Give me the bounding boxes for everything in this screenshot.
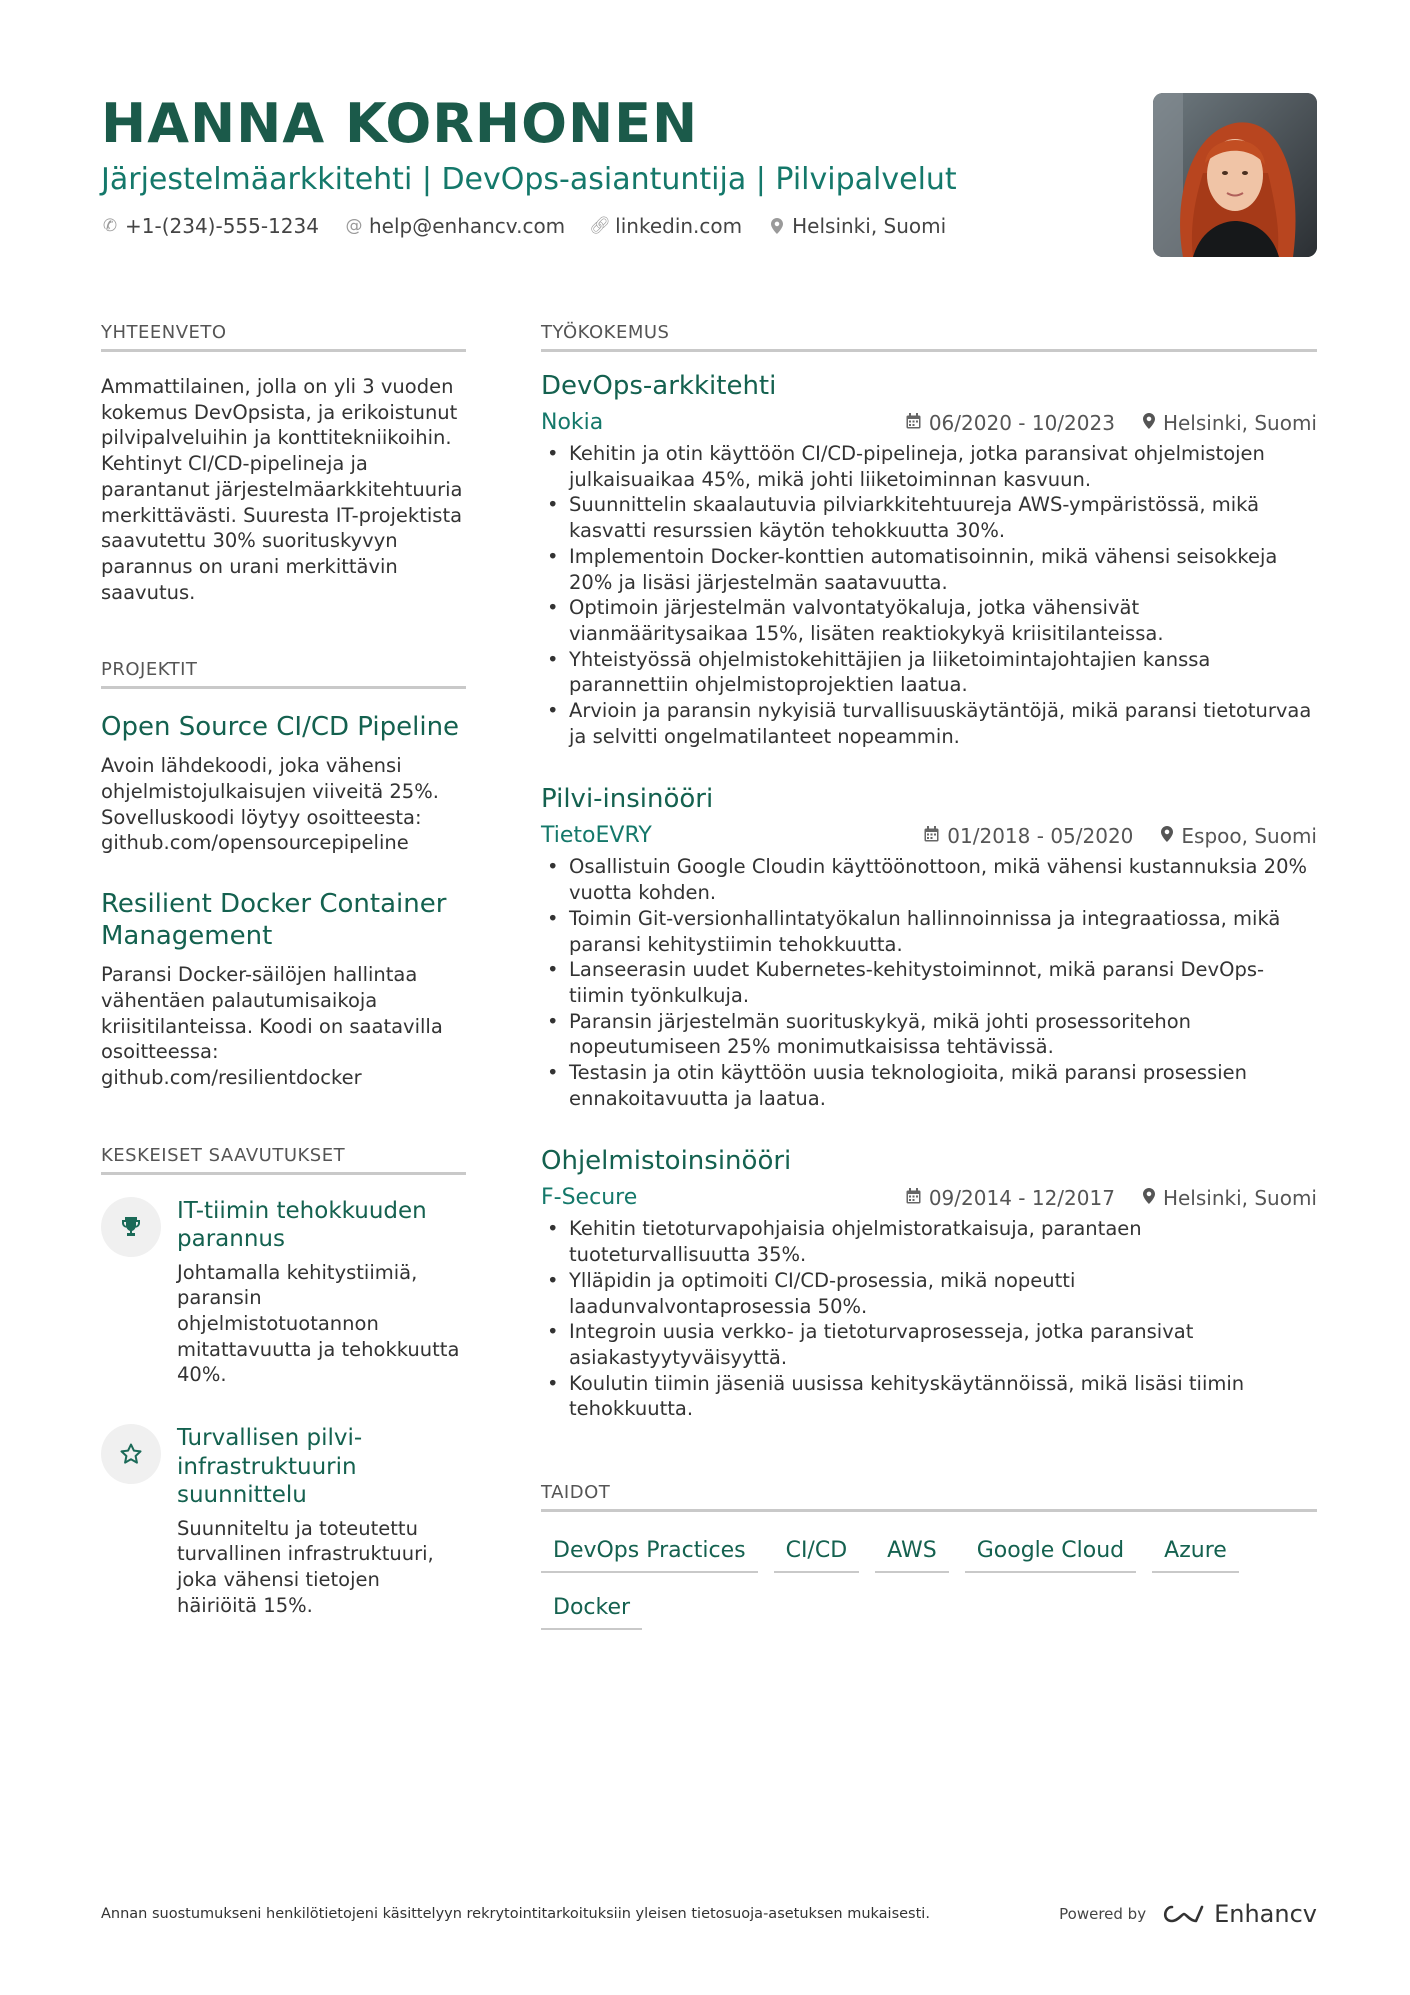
phone-text: +1-(234)-555-1234 [125,214,319,238]
project-item [101,711,466,856]
enhancv-logo-mark [1160,1903,1206,1925]
job-bullet: • Paransin järjestelmän suorituskykyä, mikä johti prosessoritehon nopeutumiseen 25% monimutkaisissa tehtävissä. [541,1009,1317,1060]
skill-tag: Docker [541,1589,642,1630]
location-text: Helsinki, Suomi [792,214,947,238]
contact-location [768,214,946,238]
project-title: Resilient Docker Container Management [101,889,447,952]
job-meta-right [924,824,1317,848]
project-title: Open Source CI/CD Pipeline [101,712,460,743]
job-bullet: • Kehitin ja otin käyttöön CI/CD-pipelineja, jotka paransivat ohjelmistojen julkaisuaikaa 45%, mikä johti liiketoiminnan kasvuun. [541,441,1317,492]
job-title: Pilvi-insinööri [541,784,714,815]
summary-text: Ammattilainen, jolla on yli 3 vuoden kokemus DevOpsista, ja erikoistunut pilvipalveluihin ja konttitekniikoihin. Kehtinyt CI/CD-pipelineja ja parantanut järjestelmäarkkitehtuuria merkittävästi. Suuresta IT-projektista saavutettu 30% suorituskyvyn parannus on urani merkittävin saavutus. [101,375,463,604]
link-icon: 🔗︎ [589,216,611,236]
job-bullets [541,441,1317,749]
enhancv-wordmark: Enhancv [1214,1900,1317,1928]
right-column [541,322,1317,1630]
job-bullet: • Implementoin Docker-konttien automatisoinnin, mikä vähensi seisokkeja 20% ja lisäsi järjestelmän saatavuutta. [541,544,1317,595]
contact-email[interactable] [345,214,565,238]
job-meta [541,823,1317,848]
job-meta [541,1185,1317,1210]
achievement-item [101,1197,466,1389]
powered-by-label: Powered by [1059,1905,1147,1923]
job-dates [924,824,1133,848]
job-entry [541,370,1317,749]
star-icon [101,1424,161,1484]
calendar-icon [906,413,921,433]
job-bullet: • Osallistuin Google Cloudin käyttöönottoon, mikä vähensi kustannuksia 20% vuotta kohden. [541,854,1317,905]
experience-section [541,322,1317,1422]
powered-by[interactable] [1059,1900,1317,1928]
location-pin-icon [1161,826,1173,846]
project-description: Avoin lähdekoodi, joka vähensi ohjelmistojulkaisujen viiveitä 25%. Sovelluskoodi löytyy osoitteesta: github.com/opensourcepipeline [101,754,439,855]
job-bullet: • Optimoin järjestelmän valvontatyökaluja, jotka vähensivät vianmääritysaikaa 15%, lisäten reaktiokykyä kriisitilanteissa. [541,595,1317,646]
company-name: Nokia [541,410,604,435]
email-text: help@enhancv.com [368,214,566,238]
calendar-icon [924,826,939,846]
achievement-body [177,1424,466,1618]
skill-tag: DevOps Practices [541,1532,758,1573]
job-location-text: Helsinki, Suomi [1162,1185,1317,1210]
summary-heading: YHTEENVETO [101,322,466,352]
contact-phone[interactable] [101,214,319,238]
location-pin-icon [1143,1188,1155,1208]
project-description: Paransi Docker-säilöjen hallintaa vähentäen palautumisaikoja kriisitilanteissa. Koodi on saatavilla osoitteessa: github.com/resilientdocker [101,963,443,1089]
projects-section [101,659,466,1090]
resume-header [101,92,1101,238]
job-meta [541,410,1317,435]
skills-heading: TAIDOT [541,1482,1317,1512]
achievement-description: Johtamalla kehitystiimiä, paransin ohjelmistotuotannon mitattavuutta ja tehokkuutta 40%. [177,1260,460,1387]
candidate-subtitle: Järjestelmäarkkitehti | DevOps-asiantuntija | Pilvipalvelut [101,162,957,197]
job-location [1143,411,1317,435]
candidate-name: HANNA KORHONEN [101,92,699,155]
achievement-item [101,1424,466,1618]
profile-photo [1153,93,1317,257]
project-item [101,888,466,1091]
job-bullet: • Lanseerasin uudet Kubernetes-kehitystoiminnot, mikä paransi DevOps-tiimin työnkulkuja. [541,957,1317,1008]
achievements-section [101,1145,466,1619]
skill-tag: Google Cloud [965,1532,1136,1573]
job-bullet: • Kehitin tietoturvapohjaisia ohjelmistoratkaisuja, parantaen tuoteturvallisuutta 35%. [541,1216,1317,1267]
job-bullet: • Integroin uusia verkko- ja tietoturvaprosesseja, jotka paransivat asiakastyytyväisyyttä. [541,1319,1317,1370]
phone-icon: ✆ [102,216,118,236]
skill-list [541,1532,1301,1630]
job-bullet: • Testasin ja otin käyttöön uusia teknologioita, mikä paransi prosessien ennakoitavuutta ja laatua. [541,1060,1317,1111]
job-bullet: • Arvioin ja paransin nykyisiä turvallisuuskäytäntöjä, mikä paransi tietoturvaa ja selvitti ongelmatilanteet nopeammin. [541,698,1317,749]
job-bullet: • Koulutin tiimin jäseniä uusissa kehityskäytännöissä, mikä lisäsi tiimin tehokkuutta. [541,1371,1317,1422]
page-footer [101,1900,1317,1928]
achievement-title: Turvallisen pilvi-infrastruktuurin suunnittelu [177,1425,363,1509]
job-meta-right [906,1186,1317,1210]
job-bullet: • Suunnittelin skaalautuvia pilviarkkitehtuureja AWS-ympäristössä, mikä kasvatti resurssien käytön tehokkuutta 30%. [541,492,1317,543]
job-meta-right [906,411,1317,435]
job-entry [541,783,1317,1111]
company-name: F-Secure [541,1185,638,1211]
job-bullets [541,854,1317,1111]
contact-row [101,214,1101,238]
job-location [1143,1186,1317,1210]
job-dates [906,411,1115,435]
job-location-text: Espoo, Suomi [1181,823,1317,848]
job-entry [541,1145,1317,1422]
linkedin-text: linkedin.com [615,214,743,238]
skill-tag: Azure [1152,1532,1239,1573]
contact-linkedin[interactable] [591,214,742,238]
gdpr-consent: Annan suostumukseni henkilötietojeni käsittelyyn rekrytointitarkoituksiin yleisen tietosuoja-asetuksen mukaisesti. [101,1906,930,1922]
job-location-text: Helsinki, Suomi [1162,410,1317,435]
location-pin-icon [768,218,786,234]
projects-heading: PROJEKTIT [101,659,466,689]
at-icon: @ [345,216,363,236]
job-title: DevOps-arkkitehti [541,371,777,401]
job-bullets [541,1216,1317,1422]
summary-section [101,322,466,605]
achievement-body [177,1197,466,1389]
job-bullet: • Ylläpidin ja optimoiti CI/CD-prosessia, mikä nopeutti laadunvalvontaprosessia 50%. [541,1268,1317,1319]
skill-tag: CI/CD [774,1532,860,1573]
achievements-heading: KESKEISET SAAVUTUKSET [101,1145,466,1175]
job-dates-text: 01/2018 - 05/2020 [947,823,1134,848]
achievement-description: Suunniteltu ja toteutettu turvallinen infrastruktuuri, joka vähensi tietojen häiriöitä 15%. [177,1516,434,1617]
skills-section [541,1482,1317,1630]
location-pin-icon [1143,413,1155,433]
experience-heading: TYÖKOKEMUS [541,322,1317,352]
calendar-icon [906,1188,921,1208]
enhancv-logo [1160,1900,1317,1928]
job-bullet: • Yhteistyössä ohjelmistokehittäjien ja liiketoimintajohtajien kanssa parannettiin ohjelmistoprojektien laatua. [541,647,1317,698]
job-dates-text: 06/2020 - 10/2023 [928,410,1115,435]
trophy-icon [101,1197,161,1257]
job-dates [906,1186,1115,1210]
left-column [101,322,466,1618]
achievement-title: IT-tiimin tehokkuuden parannus [177,1197,427,1253]
job-location [1161,824,1317,848]
job-title: Ohjelmistoinsinööri [541,1146,792,1177]
job-bullet: • Toimin Git-versionhallintatyökalun hallinnoinnissa ja integraatiossa, mikä paransi kehitystiimin tehokkuutta. [541,906,1317,957]
company-name: TietoEVRY [541,823,652,849]
skill-tag: AWS [875,1532,949,1573]
job-dates-text: 09/2014 - 12/2017 [928,1185,1115,1210]
